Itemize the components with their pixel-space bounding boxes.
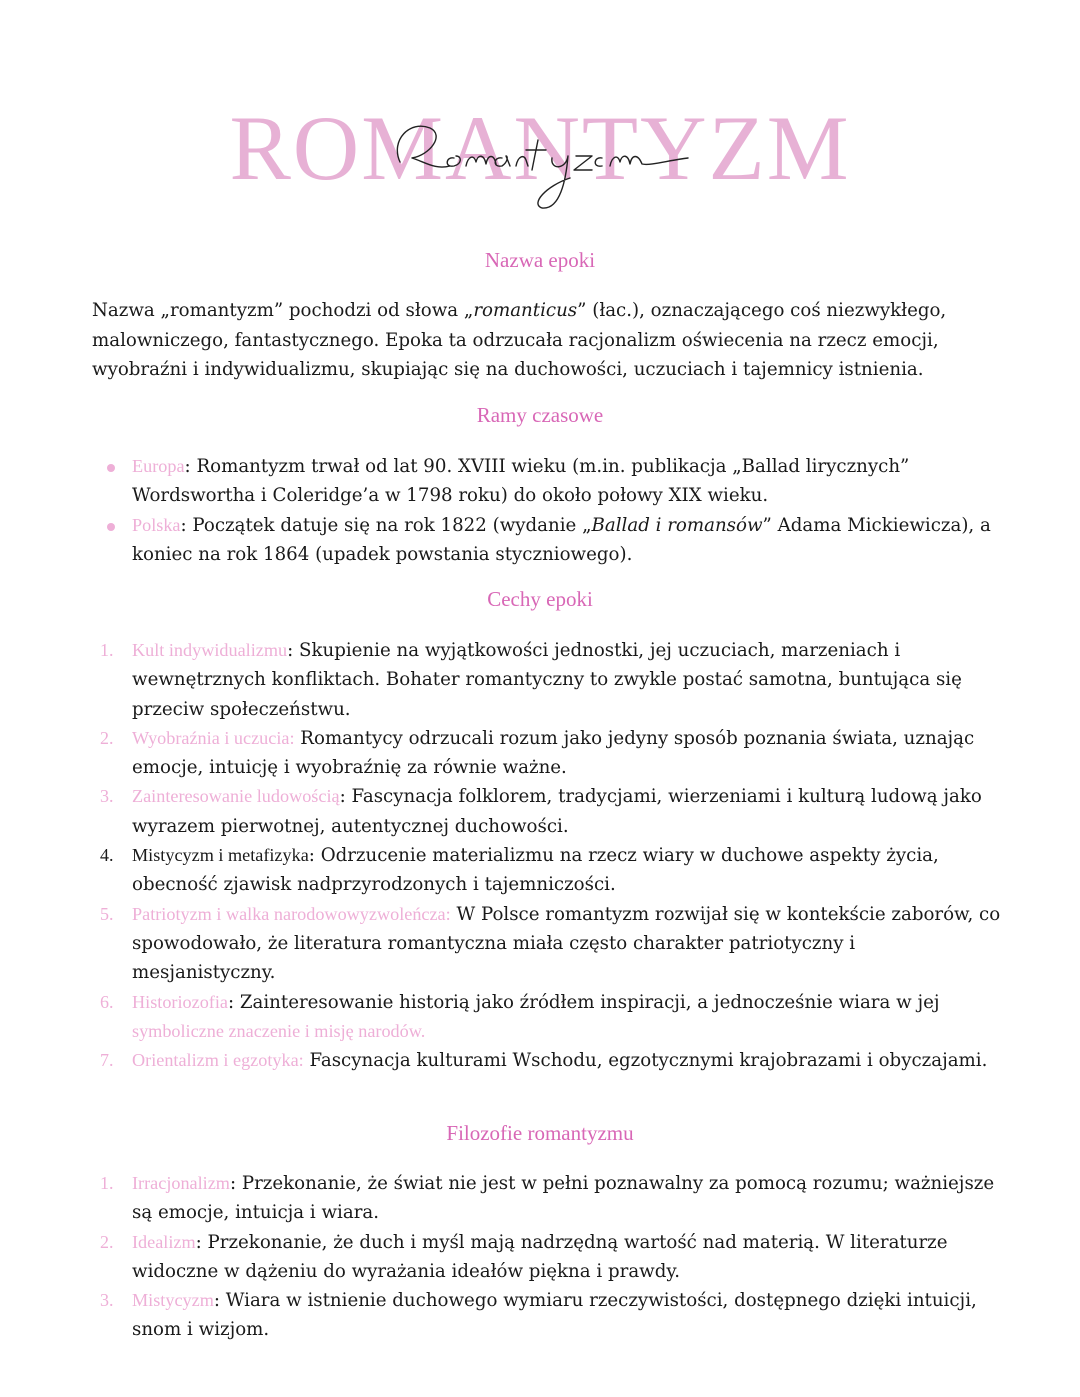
list-item — [92, 1169, 1002, 1228]
item-text-highlight: symboliczne znaczenie i misję narodów. — [132, 1020, 426, 1041]
paragraph-emphasis: romanticus — [473, 300, 578, 321]
term-label: Europa — [132, 456, 185, 476]
list-item — [92, 724, 1002, 783]
list-number: 1. — [100, 1173, 114, 1193]
item-text: : Początek datuje się na rok 1822 (wydanie „ — [180, 514, 592, 536]
page-title: ROMANTYZM — [229, 97, 851, 199]
filozofie-list — [92, 1169, 1002, 1345]
item-text: ” Adama Mickiewicza), a koniec na rok 1864 (upadek powstania styczniowego). — [132, 514, 991, 565]
list-item — [92, 1228, 1002, 1287]
ramy-list — [92, 452, 1002, 569]
section-heading-ramy: Ramy czasowe — [476, 403, 604, 427]
cechy-list — [92, 636, 1002, 1075]
section-heading-cechy: Cechy epoki — [487, 587, 593, 611]
paragraph-text: ” (łac.), oznaczającego coś niezwykłego, malowniczego, fantastycznego. Epoka ta odrzucała racjonalizm oświecenia na rzecz emocji, wyobraźni i indywidualizmu, skupiając się na duchowości, uczuciach i tajemnicy istnienia. — [92, 300, 947, 380]
item-text: Romantycy odrzucali rozum jako jedyny sposób poznania świata, uznając emocje, intuicję i wyobraźnię za równie ważne. — [132, 727, 975, 779]
list-item — [92, 511, 1002, 570]
list-number: 4. — [100, 845, 114, 866]
item-text: : Wiara w istnienie duchowego wymiaru rzeczywistości, dostępnego dzięki intuicji, snom i wizjom. — [132, 1290, 977, 1341]
term-label: Wyobraźnia i uczucia: — [132, 727, 295, 748]
item-text: : Przekonanie, że świat nie jest w pełni poznawalny za pomocą rozumu; ważniejsze są emocje, intuicja i wiara. — [132, 1173, 995, 1224]
term-label: Patriotyzm i walka narodowowyzwoleńcza: — [132, 903, 451, 924]
list-number: 2. — [100, 727, 114, 748]
item-text: : Przekonanie, że duch i myśl mają nadrzędną wartość nad materią. W literaturze widoczne w dążeniu do wyrażania ideałów piękna i prawdy. — [132, 1231, 948, 1282]
bullet-icon — [107, 464, 115, 472]
term-label: Mistycyzm i metafizyka — [132, 845, 309, 866]
list-number: 2. — [100, 1231, 114, 1252]
item-emphasis: Ballad i romansów — [591, 514, 763, 536]
list-item — [92, 988, 1002, 1047]
list-number: 6. — [100, 991, 114, 1012]
list-item — [92, 782, 1002, 841]
section-heading-filozofie: Filozofie romantyzmu — [446, 1121, 634, 1145]
item-text: Fascynacja kulturami Wschodu, egzotycznymi krajobrazami i obyczajami. — [303, 1050, 988, 1072]
paragraph-text: Nazwa „romantyzm” pochodzi od słowa „ — [92, 300, 474, 321]
term-label: Orientalizm i egzotyka: — [132, 1050, 304, 1071]
list-item — [92, 841, 1002, 900]
item-text: : Odrzucenie materializmu na rzecz wiary w duchowe aspekty życia, obecność zjawisk nadprzyrodzonych i tajemniczości. — [132, 845, 939, 896]
term-label: Mistycyzm — [132, 1290, 214, 1311]
list-item — [92, 452, 1002, 511]
item-text: W Polsce romantyzm rozwijał się w kontekście zaborów, co spowodowało, że literatura romantyczna miała często charakter patriotyczny i mesjanistyczny. — [132, 903, 1001, 984]
list-number: 7. — [100, 1050, 114, 1071]
item-text: : Fascynacja folklorem, tradycjami, wierzeniami i kulturą ludową jako wyrazem pierwotnej, autentycznej duchowości. — [132, 786, 982, 837]
term-label: Kult indywidualizmu — [132, 640, 288, 660]
item-text: : Skupienie na wyjątkowości jednostki, jej uczuciach, marzeniach i wewnętrznych konfliktach. Bohater romantyczny to zwykle postać samotna, buntująca się przeciw społeczeństwu. — [132, 640, 962, 720]
list-item — [92, 1046, 1002, 1075]
list-item — [92, 1286, 1002, 1345]
section-heading-nazwa: Nazwa epoki — [484, 248, 596, 272]
term-label: Historiozofia — [132, 991, 228, 1012]
list-number: 5. — [100, 903, 114, 924]
term-label: Polska — [132, 514, 181, 535]
list-item — [92, 636, 1002, 724]
paragraph-nazwa — [92, 296, 992, 385]
list-number: 3. — [100, 786, 114, 807]
list-item — [92, 900, 1002, 988]
term-label: Irracjonalizm — [132, 1173, 230, 1193]
bullet-icon — [107, 523, 115, 531]
item-text: : Romantyzm trwał od lat 90. XVIII wieku (m.in. publikacja „Ballad lirycznych” Wordswortha i Coleridge’a w 1798 roku) do około połowy XIX wieku. — [132, 456, 910, 507]
list-number: 3. — [100, 1290, 114, 1311]
term-label: Zainteresowanie ludowością — [132, 786, 340, 807]
term-label: Idealizm — [132, 1231, 196, 1252]
item-text: : Zainteresowanie historią jako źródłem inspiracji, a jednocześnie wiara w jej — [227, 991, 940, 1013]
script-signature-logo — [370, 100, 700, 220]
list-number: 1. — [100, 640, 114, 660]
